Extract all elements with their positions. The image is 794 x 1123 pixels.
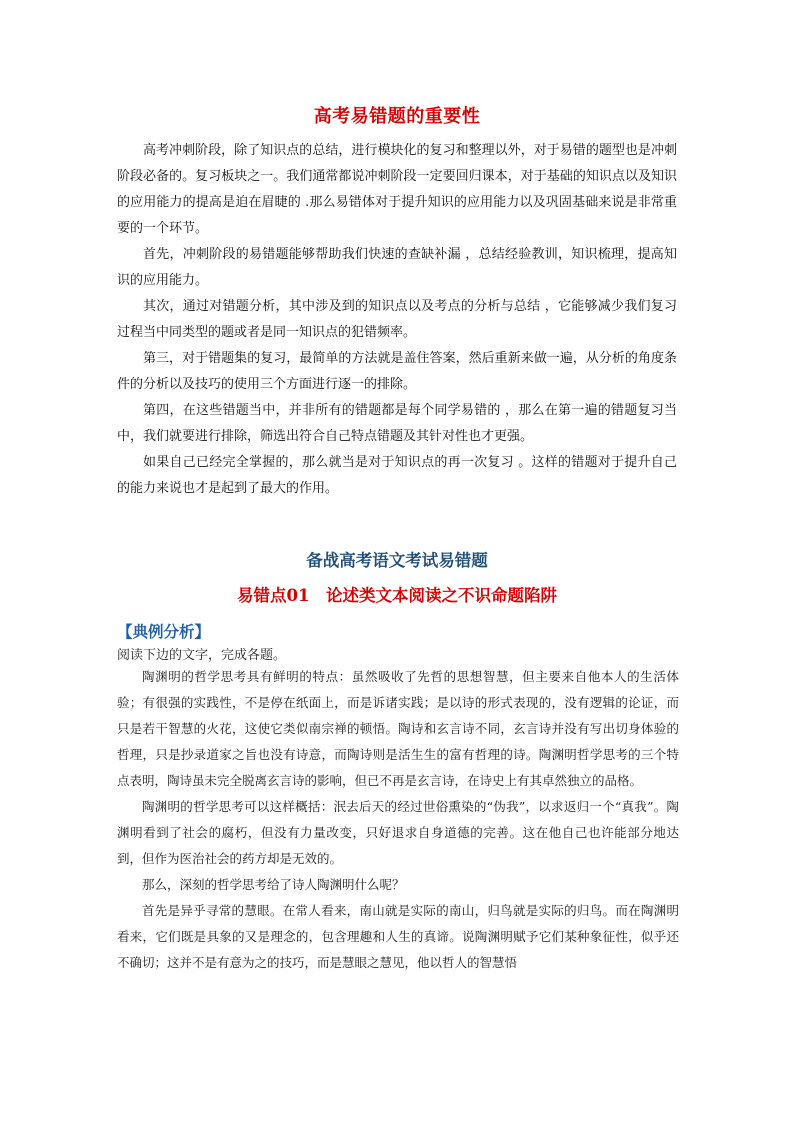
error-point-heading: 易错点01 论述类文本阅读之不识命题陷阱: [237, 586, 557, 605]
document-title: 高考易错题的重要性: [313, 106, 481, 127]
passage-paragraph: 首先是异乎寻常的慧眼。在常人看来，南山就是实际的南山，归鸟就是实际的归鸟。而在陶渊明看来，它们既是具象的又是理念的，包含理趣和人生的真谛。说陶渊明赋予它们某种象征性，似乎还不确切；这并不是有意为之的技巧，而是慧眼之慧见，他以哲人的智慧悟: [117, 903, 679, 970]
intro-paragraph: 第四，在这些错题当中，并非所有的错题都是每个同学易错的 ，那么在第一遍的错题复习当中，我们就要进行排除，筛选出符合自己特点错题及其针对性也才更强。: [117, 403, 677, 444]
reading-instruction: 阅读下边的文字，完成各题。: [117, 648, 287, 663]
intro-paragraph: 如果自己已经完全掌握的，那么就当是对于知识点的再一次复习 。这样的错题对于提升自己的能力来说也才是起到了最大的作用。: [117, 455, 677, 496]
passage-paragraph: 陶渊明的哲学思考可以这样概括：泯去后天的经过世俗熏染的“伪我”，以求返归一个“真我”。陶渊明看到了社会的腐朽，但没有力量改变，只好退求自身道德的完善。这在他自己也许能部分地达到，但作为医治社会的药方却是无效的。: [117, 799, 679, 866]
intro-section: [117, 138, 677, 502]
section-subtitle: 备战高考语文考试易错题: [306, 551, 488, 570]
intro-paragraph: 首先，冲刺阶段的易错题能够帮助我们快速的查缺补漏 ，总结经验教训，知识梳理，提高知识的应用能力。: [117, 247, 677, 288]
reading-passage: [117, 664, 679, 976]
passage-paragraph: 那么，深刻的哲学思考给了诗人陶渊明什么呢？: [142, 877, 405, 892]
intro-paragraph: 第三，对于错题集的复习，最简单的方法就是盖住答案，然后重新来做一遍，从分析的角度条件的分析以及技巧的使用三个方面进行逐一的排除。: [117, 351, 677, 392]
intro-paragraph: 高考冲刺阶段，除了知识点的总结，进行模块化的复习和整理以外，对于易错的题型也是冲刺阶段必备的。复习板块之一。我们通常都说冲刺阶段一定要回归课本，对于基础的知识点以及知识的应用能力的提高是迫在眉睫的 .那么易错体对于提升知识的应用能力以及巩固基础来说是非常重要的一个环节。: [117, 143, 677, 236]
example-analysis-tag: 【典例分析】: [117, 622, 211, 641]
intro-paragraph: 其次，通过对错题分析，其中涉及到的知识点以及考点的分析与总结 ，它能够减少我们复习过程当中同类型的题或者是同一知识点的犯错频率。: [117, 299, 677, 340]
passage-paragraph: 陶渊明的哲学思考具有鲜明的特点：虽然吸收了先哲的思想智慧，但主要来自他本人的生活体验；有很强的实践性，不是停在纸面上，而是诉诸实践；是以诗的形式表现的，没有逻辑的论证，而只是若干智慧的火花，这使它类似南宗禅的顿悟。陶诗和玄言诗不同，玄言诗并没有写出切身体验的哲理，只是抄录道家之旨也没有诗意，而陶诗则是活生生的富有哲理的诗。陶渊明哲学思考的三个特点表明，陶诗虽未完全脱离玄言诗的影响，但已不再是玄言诗，在诗史上有其卓然独立的品格。: [117, 669, 679, 788]
